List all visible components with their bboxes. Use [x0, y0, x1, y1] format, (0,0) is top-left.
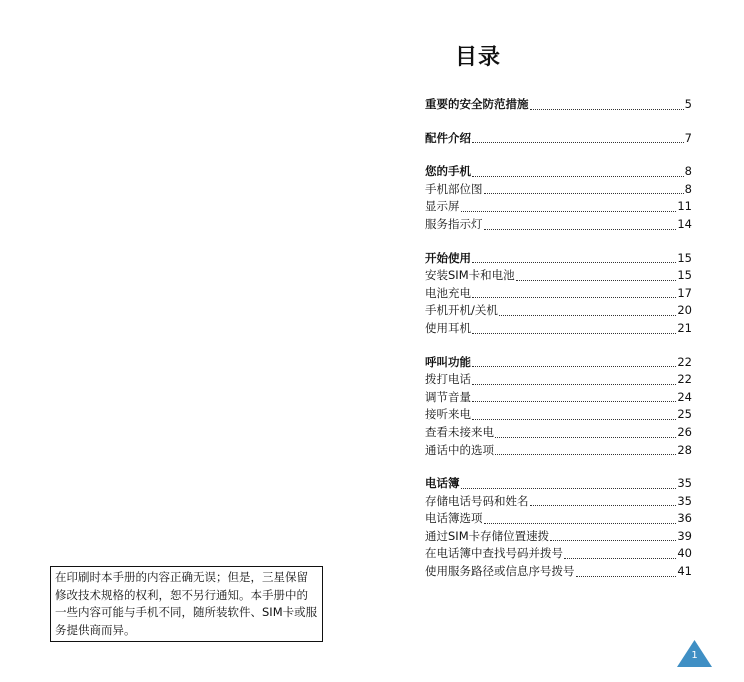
- toc-entry-label: 使用服务路径或信息序号拨号: [425, 564, 575, 579]
- toc-section: [425, 354, 692, 460]
- dot-leader: [499, 315, 676, 316]
- dot-leader: [530, 505, 677, 506]
- toc-entry-label: 接听来电: [425, 407, 471, 422]
- toc-entry[interactable]: [425, 424, 692, 442]
- dot-leader: [472, 176, 684, 177]
- toc-entry[interactable]: [425, 285, 692, 303]
- toc-entry-page: 28: [677, 442, 692, 457]
- toc-heading[interactable]: [425, 354, 692, 372]
- toc-section: [425, 163, 692, 233]
- toc-entry-label: 安装SIM卡和电池: [425, 268, 515, 283]
- toc-entry-label: 调节音量: [425, 389, 471, 404]
- dot-leader: [472, 366, 676, 367]
- toc-entry-page: 41: [677, 564, 692, 579]
- toc-entry-label: 电池充电: [425, 285, 471, 300]
- dot-leader: [495, 437, 676, 438]
- toc-entry-label: 在电话簿中查找号码并拨号: [425, 546, 563, 561]
- disclaimer-notice: 在印刷时本手册的内容正确无误；但是，三星保留修改技术规格的权利，恕不另行通知。本手册中的一些内容可能与手机不同，随所装软件、SIM卡或服务提供商而异。: [50, 566, 323, 642]
- dot-leader: [472, 384, 676, 385]
- toc-entry[interactable]: [425, 198, 692, 216]
- toc-entry-label: 配件介绍: [425, 130, 471, 145]
- toc-entry-label: 显示屏: [425, 199, 460, 214]
- dot-leader: [472, 262, 676, 263]
- toc-heading[interactable]: [425, 475, 692, 493]
- toc-entry-page: 8: [684, 164, 692, 179]
- dot-leader: [495, 454, 676, 455]
- toc-section: [425, 130, 692, 148]
- toc-heading[interactable]: [425, 96, 692, 114]
- dot-leader: [472, 333, 676, 334]
- toc-entry-page: 25: [677, 407, 692, 422]
- toc-heading[interactable]: [425, 163, 692, 181]
- toc-entry-page: 17: [677, 285, 692, 300]
- toc-entry-page: 35: [677, 476, 692, 491]
- toc-entry-page: 7: [684, 130, 692, 145]
- toc-entry[interactable]: [425, 406, 692, 424]
- toc-entry[interactable]: [425, 389, 692, 407]
- toc-entry-page: 40: [677, 546, 692, 561]
- toc-entry-page: 21: [677, 320, 692, 335]
- toc-entry-page: 20: [677, 303, 692, 318]
- dot-leader: [530, 109, 684, 110]
- dot-leader: [472, 401, 676, 402]
- toc-entry[interactable]: [425, 320, 692, 338]
- dot-leader: [576, 576, 677, 577]
- toc-entry-label: 通话中的选项: [425, 442, 494, 457]
- toc-entry-page: 24: [677, 389, 692, 404]
- toc-section: [425, 250, 692, 338]
- toc-entry-page: 35: [677, 493, 692, 508]
- toc-entry-label: 通过SIM卡存储位置速拨: [425, 528, 550, 543]
- dot-leader: [484, 193, 684, 194]
- toc-entry-page: 14: [677, 216, 692, 231]
- dot-leader: [484, 523, 677, 524]
- table-of-contents: [425, 96, 692, 597]
- toc-entry-label: 服务指示灯: [425, 216, 483, 231]
- toc-entry-label: 重要的安全防范措施: [425, 97, 529, 111]
- toc-entry[interactable]: [425, 442, 692, 460]
- toc-entry-label: 拨打电话: [425, 372, 471, 387]
- toc-entry-label: 手机部位图: [425, 181, 483, 196]
- toc-entry-page: 39: [677, 528, 692, 543]
- toc-entry[interactable]: [425, 267, 692, 285]
- dot-leader: [550, 540, 676, 541]
- toc-entry[interactable]: [425, 563, 692, 581]
- toc-entry-label: 呼叫功能: [425, 354, 471, 369]
- toc-entry-page: 15: [677, 250, 692, 265]
- toc-entry[interactable]: [425, 493, 692, 511]
- toc-entry-label: 查看未接来电: [425, 424, 494, 439]
- toc-entry-label: 电话簿选项: [425, 511, 483, 526]
- toc-section: [425, 96, 692, 114]
- toc-entry-page: 36: [677, 511, 692, 526]
- toc-section: [425, 475, 692, 581]
- toc-entry-page: 26: [677, 424, 692, 439]
- dot-leader: [461, 211, 677, 212]
- dot-leader: [516, 280, 677, 281]
- toc-entry[interactable]: [425, 545, 692, 563]
- toc-entry-page: 5: [684, 97, 692, 111]
- toc-entry-label: 存储电话号码和姓名: [425, 493, 529, 508]
- page-number-badge: [677, 640, 712, 667]
- dot-leader: [461, 488, 677, 489]
- toc-entry[interactable]: [425, 302, 692, 320]
- toc-entry-label: 手机开机/关机: [425, 303, 498, 318]
- toc-entry-label: 您的手机: [425, 164, 471, 179]
- toc-entry-page: 11: [677, 199, 692, 214]
- toc-entry[interactable]: [425, 528, 692, 546]
- toc-entry-page: 8: [684, 181, 692, 196]
- dot-leader: [484, 229, 677, 230]
- toc-entry-page: 15: [677, 268, 692, 283]
- toc-entry[interactable]: [425, 216, 692, 234]
- toc-entry[interactable]: [425, 181, 692, 199]
- page-number: 1: [691, 650, 698, 661]
- dot-leader: [472, 419, 676, 420]
- toc-entry-label: 开始使用: [425, 250, 471, 265]
- toc-entry[interactable]: [425, 371, 692, 389]
- page-title: 目录: [455, 45, 502, 70]
- toc-entry-label: 使用耳机: [425, 320, 471, 335]
- dot-leader: [472, 142, 684, 143]
- dot-leader: [472, 297, 676, 298]
- toc-heading[interactable]: [425, 130, 692, 148]
- toc-entry-page: 22: [677, 372, 692, 387]
- dot-leader: [564, 558, 676, 559]
- toc-entry-label: 电话簿: [425, 476, 460, 491]
- toc-entry[interactable]: [425, 510, 692, 528]
- toc-entry-page: 22: [677, 354, 692, 369]
- toc-heading[interactable]: [425, 250, 692, 268]
